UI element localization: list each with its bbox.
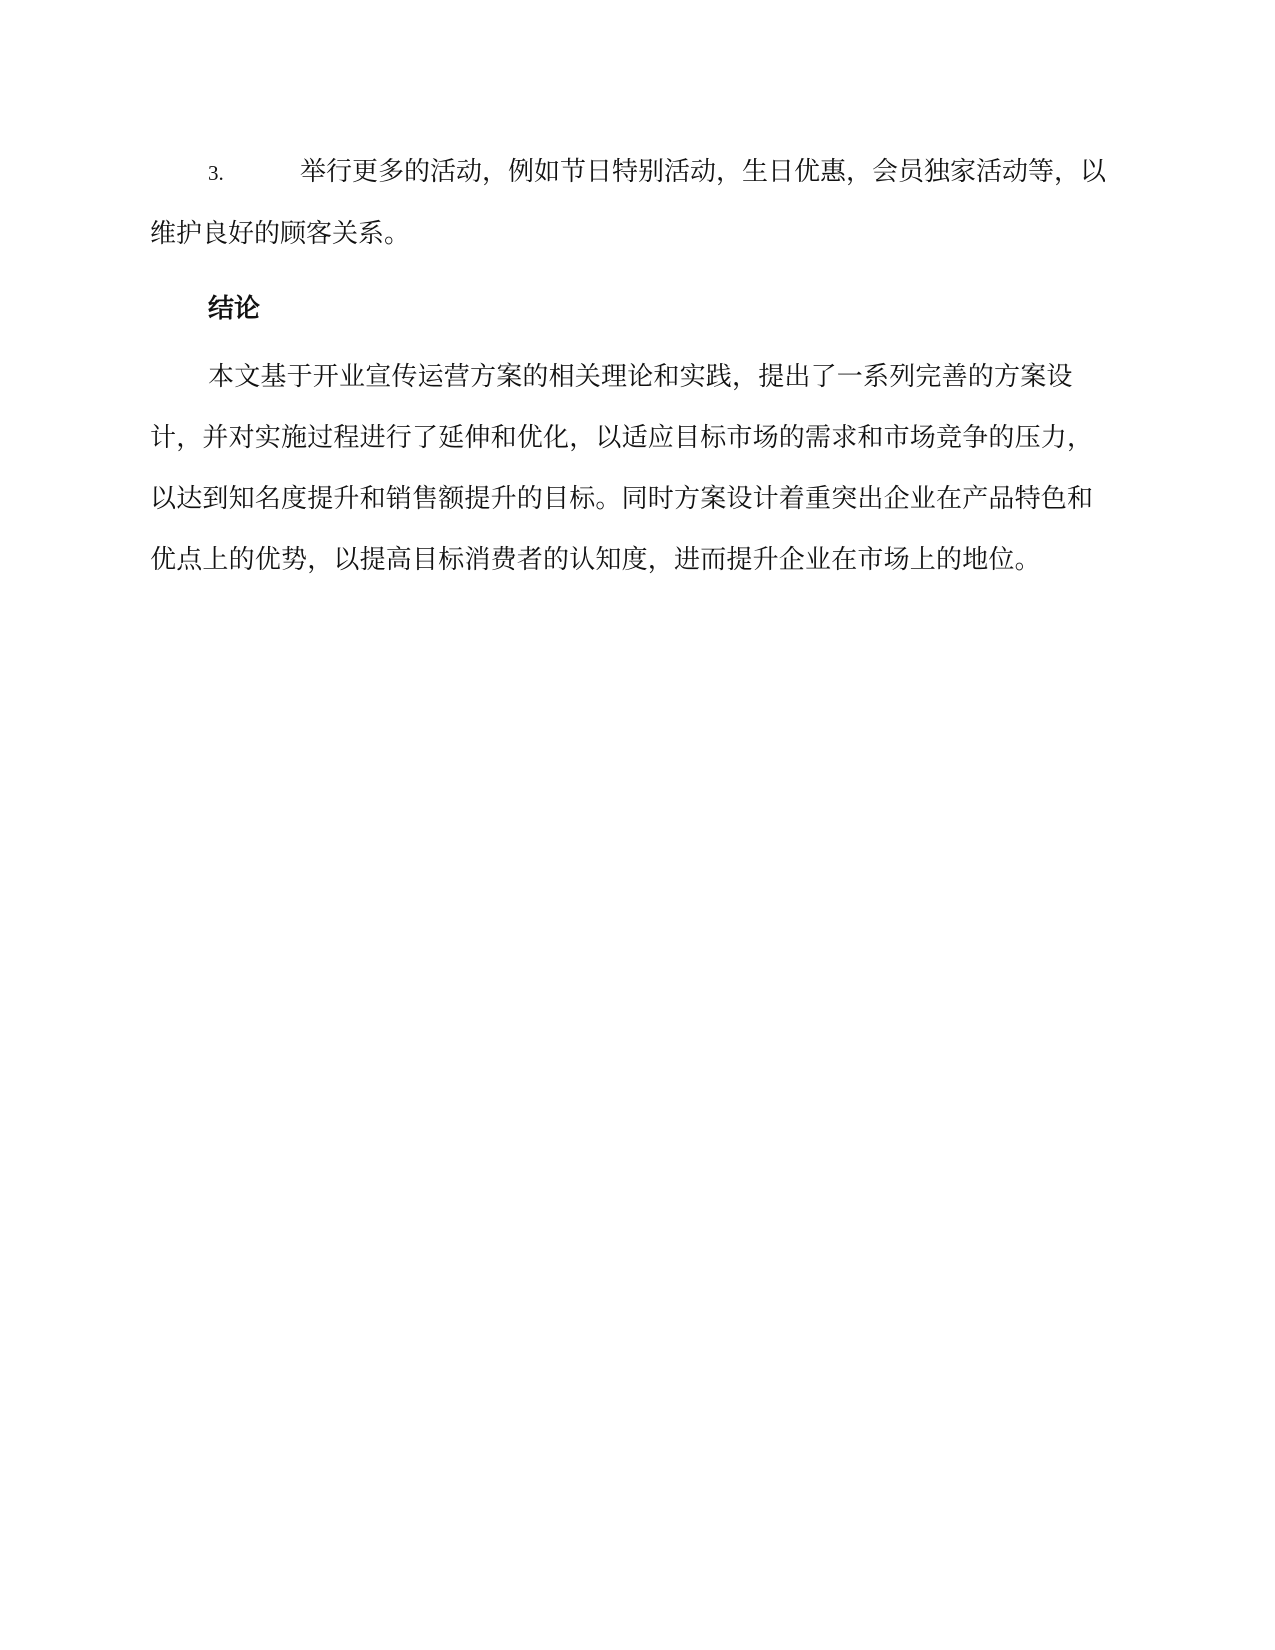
page-content [150, 142, 1115, 591]
list-item-text: 举行更多的活动，例如节日特别活动，生日优惠，会员独家活动等，以维护良好的顾客关系。 [150, 157, 1107, 249]
list-item-number: 3. [208, 161, 224, 185]
list-item [150, 142, 1115, 265]
conclusion-paragraph: 本文基于开业宣传运营方案的相关理论和实践，提出了一系列完善的方案设计，并对实施过程进行了延伸和优化，以适应目标市场的需求和市场竞争的压力，以达到知名度提升和销售额提升的目标。同时方案设计着重突出企业在产品特色和优点上的优势，以提高目标消费者的认知度，进而提升企业在市场上的地位。 [150, 362, 1094, 575]
section-heading: 结论 [208, 294, 261, 324]
